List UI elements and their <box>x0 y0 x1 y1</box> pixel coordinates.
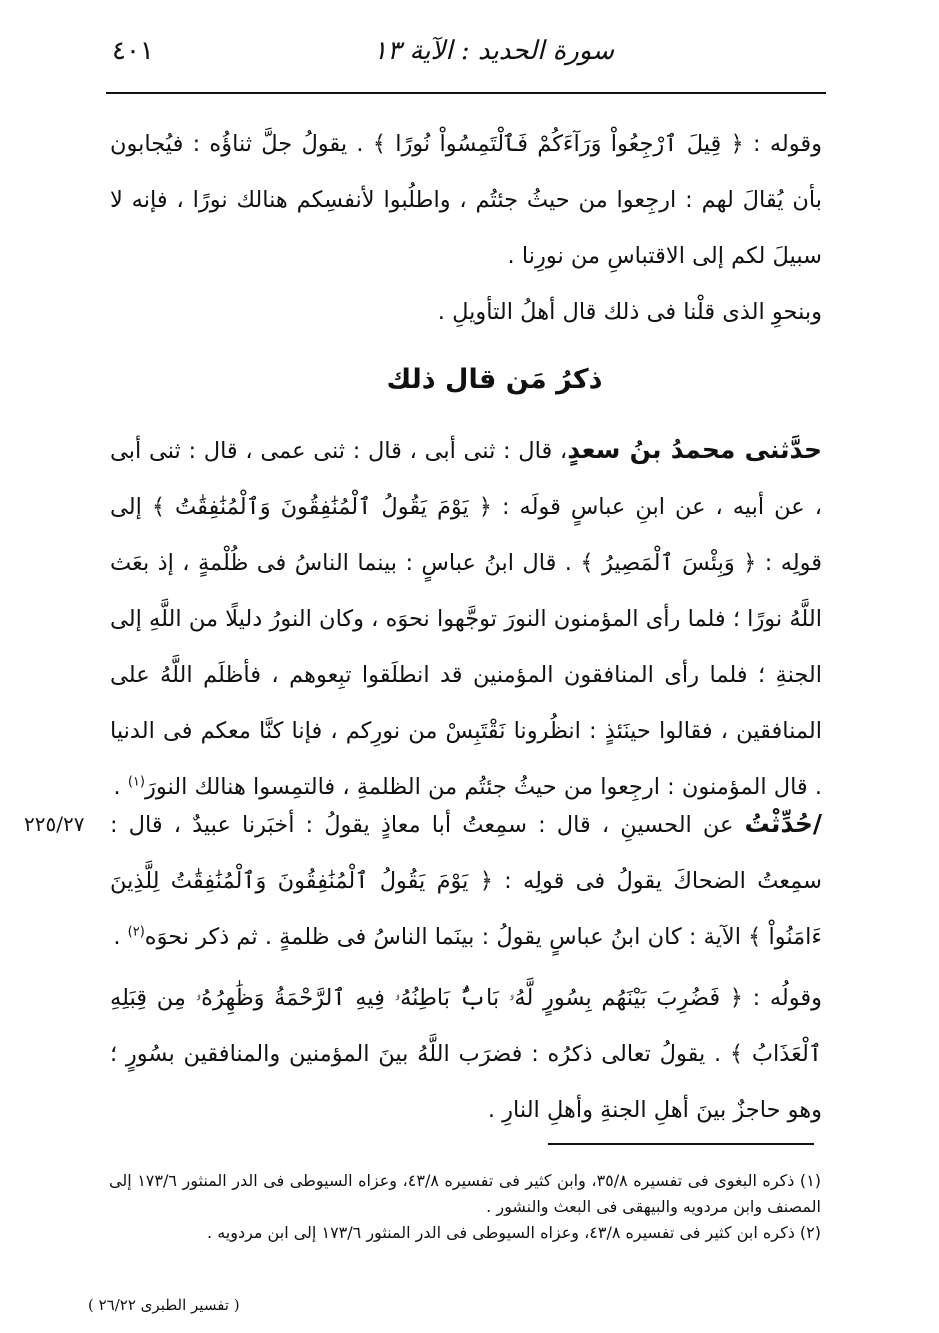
paragraph-3-text: ، قال : ثنى أبى ، قال : ثنى عمى ، قال : ثنى أبى ، عن أبيه ، عن ابنِ عباسٍ قولَه : ﴿ يَوْمَ يَقُولُ ٱلْمُنَٰفِقُونَ وَٱلْمُنَٰفِقَٰتُ ﴾ إلى قولِه : ﴿ وَبِئْسَ ٱلْمَصِيرُ ﴾ . قال ابنُ عباسٍ : بينما الناسُ فى ظُلْمةٍ ، إذ بعَث اللَّهُ نورًا ؛ فلما رأى المؤمنون النورَ توجَّهوا نحوَه ، وكان النورُ دليلًا من اللَّهِ إلى الجنةِ ؛ فلما رأى المنافقون المؤمنين قد انطلَقوا تبِعوهم ، فأظلَم اللَّهُ على المنافقين ، فقالوا حينَئذٍ : انظُرونا نَقْتَبِسْ من نورِكم ، فإنا كنَّا معكم فى الدنيا . قال المؤمنون : ارجِعوا من حيثُ جئتُم من الظلمةِ ، فالتمِسوا هنالك النورَ <box>110 438 822 800</box>
volume-reference: ( تفسير الطبرى ٢٦/٢٢ ) <box>88 1296 240 1314</box>
paragraph-4 <box>110 796 822 965</box>
footnote-2: (٢) ذكره ابن كثير فى تفسيره ٤٣/٨، وعزاه السيوطى فى الدر المنثور ١٧٣/٦ إلى ابن مردويه . <box>207 1223 821 1242</box>
running-title: سورة الحديد : الآية ١٣ <box>373 36 614 66</box>
paragraph-3 <box>110 422 822 815</box>
footnote-1: (١) ذكره البغوى فى تفسيره ٣٥/٨، وابن كثير فى تفسيره ٤٣/٨، وعزاه السيوطى فى الدر المنثور ١٧٣/٦ إلى المصنف وابن مردويه والبيهقى فى البعث والنشور . <box>109 1171 822 1216</box>
paragraph-1: وقوله : ﴿ قِيلَ ٱرْجِعُواْ وَرَآءَكُمْ فَٱلْتَمِسُواْ نُورًا ﴾ . يقولُ جلَّ ثناؤُه : فيُجابون بأن يُقالَ لهم : ارجِعوا من حيثُ جئتُم ، واطلُبوا لأنفسِكم هنالك نورًا ، فإنه لا سبيلَ لكم إلى الاقتباسِ من نورِنا . <box>110 131 822 269</box>
paragraph-4-end: . <box>113 924 128 950</box>
footnotes <box>109 1168 821 1246</box>
paragraph-5: وقولُه : ﴿ فَضُرِبَ بَيْنَهُم بِسُورٍ لَّهُۥ بَابٌۢ بَاطِنُهُۥ فِيهِ ٱلرَّحْمَةُ وَظَٰهِرُهُۥ مِن قِبَلِهِ ٱلْعَذَابُ ﴾ . يقولُ تعالى ذكرُه : فضرَب اللَّهُ بينَ المؤمنين والمنافقين بسُورٍ ؛ وهو حاجزٌ بينَ أهلِ الجنةِ وأهلِ النارِ . <box>110 985 822 1123</box>
footnote-marker-2[interactable]: (٢) <box>127 924 145 940</box>
header-rule <box>106 92 826 94</box>
narrator-lead-2: /حُدِّثْتُ <box>744 809 822 838</box>
paragraph-2: وبنحوِ الذى قلْنا فى ذلك قال أهلُ التأويلِ . <box>437 299 822 325</box>
narrator-lead: حدَّثنى محمدُ بنُ سعدٍ <box>567 435 822 464</box>
running-header <box>112 28 824 82</box>
footnote-marker-1[interactable]: (١) <box>127 774 145 790</box>
page-number: ٤٠١ <box>112 36 154 66</box>
paragraph-4-text: عن الحسينِ ، قال : سمِعتُ أبا معاذٍ يقولُ : أخبَرنا عبيدٌ ، قال : سمِعتُ الضحاكَ يقولُ فى قولِه : ﴿ يَوْمَ يَقُولُ ٱلْمُنَٰفِقُونَ وَٱلْمُنَٰفِقَٰتُ لِلَّذِينَ ءَامَنُواْ ﴾ الآية : كان ابنُ عباسٍ يقولُ : بينَما الناسُ فى ظلمةٍ . ثم ذكر نحوَه <box>110 812 822 950</box>
edition-page-ref: ٢٢٥/٢٧ <box>24 812 85 836</box>
section-heading: ذكرُ مَن قال ذلك <box>386 364 603 395</box>
footnote-rule <box>548 1143 814 1145</box>
paragraph-3-end: . <box>113 774 128 800</box>
